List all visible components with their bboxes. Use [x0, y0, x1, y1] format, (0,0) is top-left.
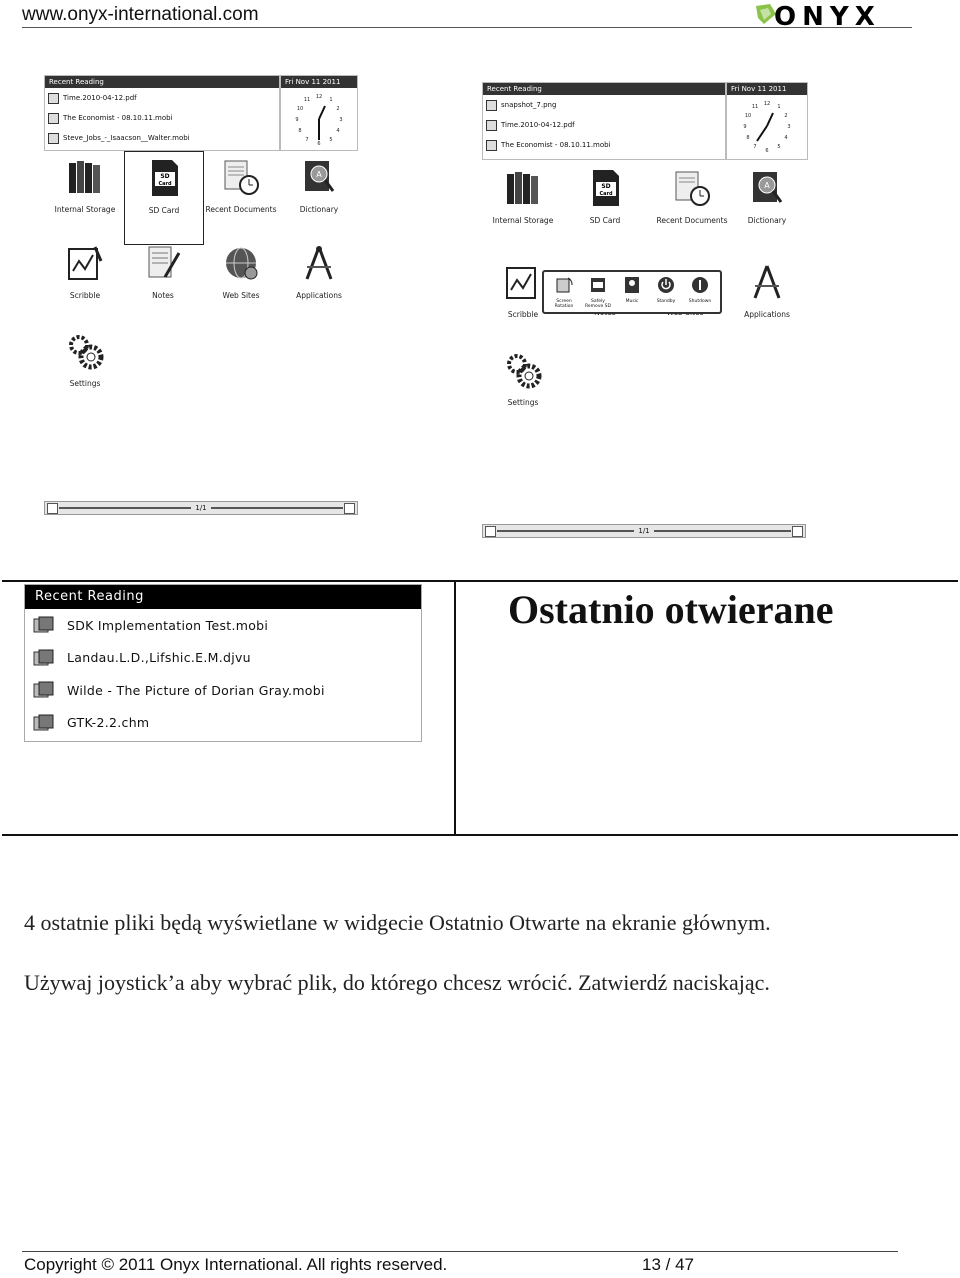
- tile-scribble[interactable]: Scribble: [484, 262, 562, 319]
- tile-dictionary[interactable]: A Dictionary: [728, 168, 806, 225]
- tile-sd-card[interactable]: SD Card SD Card: [566, 168, 644, 225]
- tile-settings[interactable]: Settings: [484, 350, 562, 407]
- tile-settings[interactable]: Settings: [46, 331, 124, 388]
- svg-text:8: 8: [746, 135, 750, 141]
- svg-text:7: 7: [753, 144, 757, 150]
- tile-scribble[interactable]: Scribble: [46, 243, 124, 300]
- svg-text:11: 11: [303, 97, 311, 103]
- svg-text:8: 8: [298, 128, 302, 134]
- list-item[interactable]: Landau.L.D.,Lifshic.E.M.djvu: [25, 642, 421, 675]
- list-item[interactable]: The Economist - 08.10.11.mobi: [483, 135, 725, 155]
- onyx-logo: [756, 2, 912, 28]
- svg-text:2: 2: [336, 106, 340, 112]
- svg-text:3: 3: [787, 124, 791, 130]
- page-right-button[interactable]: [344, 503, 355, 514]
- globe-icon: [221, 243, 261, 283]
- tile-web-sites[interactable]: Web Sites: [202, 243, 280, 300]
- scribble-icon: [65, 243, 105, 283]
- tile-recent-documents[interactable]: Recent Documents: [646, 168, 738, 225]
- svg-text:12: 12: [763, 101, 771, 107]
- applications-icon: [299, 243, 339, 283]
- recent-documents-icon: [672, 168, 712, 208]
- tile-internal-storage[interactable]: Internal Storage: [46, 157, 124, 214]
- paragraph-2: Używaj joystick’a aby wybrać plik, do którego chcesz wrócić. Zatwierdź naciskając.: [24, 970, 770, 995]
- list-item[interactable]: snapshot_7.png: [483, 95, 725, 115]
- list-item[interactable]: Time.2010-04-12.pdf: [483, 115, 725, 135]
- screen-rotation-button[interactable]: Screen Rotation: [549, 275, 579, 309]
- shutdown-icon: [690, 275, 710, 295]
- screenshot-home-right: [482, 82, 808, 540]
- books-icon: [503, 168, 543, 208]
- clock-icon: [727, 95, 807, 159]
- svg-text:ONYX: ONYX: [774, 2, 881, 28]
- svg-text:9: 9: [743, 124, 747, 130]
- clock-icon: [281, 88, 357, 150]
- footer-page-number: 13 / 47: [642, 1255, 694, 1274]
- page-bar[interactable]: [44, 501, 358, 515]
- footer-copyright: Copyright © 2011 Onyx International. All rights reserved.: [24, 1255, 448, 1274]
- panel-title: Recent Reading: [45, 76, 279, 88]
- svg-text:11: 11: [751, 104, 759, 110]
- date-label: Fri Nov 11 2011: [727, 83, 807, 95]
- list-item[interactable]: Time.2010-04-12.pdf: [45, 88, 279, 108]
- notes-icon: [143, 243, 183, 283]
- svg-text:A: A: [764, 181, 770, 190]
- clock-widget: [726, 82, 808, 160]
- svg-text:Card: Card: [158, 181, 172, 187]
- section-bottom-rule: [2, 834, 958, 836]
- dictionary-icon: [299, 157, 339, 197]
- svg-text:10: 10: [744, 113, 752, 119]
- file-icon: [33, 714, 55, 732]
- svg-text:3: 3: [339, 117, 343, 123]
- svg-text:12: 12: [315, 94, 323, 100]
- svg-text:6: 6: [765, 148, 769, 154]
- date-label: Fri Nov 11 2011: [281, 76, 357, 88]
- tile-notes[interactable]: Notes: [124, 243, 202, 300]
- svg-text:1: 1: [777, 104, 781, 110]
- recent-reading-panel: [482, 82, 726, 160]
- clock-widget: [280, 75, 358, 151]
- svg-text:9: 9: [295, 117, 299, 123]
- svg-text:5: 5: [329, 137, 333, 143]
- music-button[interactable]: Music: [617, 275, 647, 309]
- section-column-divider: [454, 580, 456, 836]
- footer-rule: [22, 1251, 898, 1252]
- gears-icon: [65, 331, 105, 371]
- svg-text:Card: Card: [599, 191, 613, 197]
- list-item[interactable]: GTK-2.2.chm: [25, 707, 421, 740]
- file-icon: [33, 649, 55, 667]
- sd-eject-icon: [588, 275, 608, 295]
- svg-text:6: 6: [317, 141, 321, 147]
- recent-documents-icon: [221, 157, 261, 197]
- dictionary-icon: [747, 168, 787, 208]
- paragraph-1: 4 ostatnie pliki będą wyświetlane w widgecie Ostatnio Otwarte na ekranie głównym.: [24, 910, 771, 935]
- tile-dictionary[interactable]: A Dictionary: [280, 157, 358, 214]
- list-item[interactable]: The Economist - 08.10.11.mobi: [45, 108, 279, 128]
- tile-recent-documents[interactable]: Recent Documents: [202, 157, 280, 214]
- list-item[interactable]: SDK Implementation Test.mobi: [25, 609, 421, 642]
- svg-text:4: 4: [336, 128, 340, 134]
- svg-text:5: 5: [777, 144, 781, 150]
- svg-text:7: 7: [305, 137, 309, 143]
- rotation-icon: [554, 275, 574, 295]
- section-title: Ostatnio otwierane: [508, 587, 834, 632]
- power-icon: [656, 275, 676, 295]
- svg-text:1: 1: [329, 97, 333, 103]
- file-icon: [486, 100, 497, 111]
- sd-card-icon: [144, 158, 184, 198]
- svg-text:4: 4: [784, 135, 788, 141]
- page-indicator: 1/1: [191, 504, 210, 512]
- shutdown-button[interactable]: Shutdown: [685, 275, 715, 309]
- books-icon: [65, 157, 105, 197]
- file-icon: [48, 113, 59, 124]
- list-item[interactable]: Steve_Jobs_-_Isaacson__Walter.mobi: [45, 128, 279, 148]
- header-url[interactable]: www.onyx-international.com: [22, 4, 259, 25]
- section-top-rule: [2, 580, 958, 582]
- svg-text:A: A: [316, 170, 322, 179]
- file-icon: [33, 616, 55, 634]
- tile-sd-card[interactable]: SD Card SD Card: [124, 151, 204, 245]
- page-left-button[interactable]: [485, 526, 496, 537]
- screenshot-home-left: [44, 75, 358, 515]
- file-icon: [486, 120, 497, 131]
- tile-applications[interactable]: Applications: [280, 243, 358, 300]
- file-icon: [48, 93, 59, 104]
- svg-text:SD: SD: [160, 173, 170, 180]
- svg-text:10: 10: [296, 106, 304, 112]
- file-icon: [486, 140, 497, 151]
- page-right-button[interactable]: [792, 526, 803, 537]
- page-left-button[interactable]: [47, 503, 58, 514]
- widget-title: Recent Reading: [25, 585, 421, 609]
- file-icon: [33, 681, 55, 699]
- sd-card-icon: [585, 168, 625, 208]
- list-item[interactable]: Wilde - The Picture of Dorian Gray.mobi: [25, 674, 421, 707]
- page-bar[interactable]: [482, 524, 806, 538]
- music-icon: [622, 275, 642, 295]
- file-icon: [48, 133, 59, 144]
- gears-icon: [503, 350, 543, 390]
- tile-internal-storage[interactable]: Internal Storage: [484, 168, 562, 225]
- svg-text:SD: SD: [601, 183, 611, 190]
- applications-icon: [747, 262, 787, 302]
- recent-reading-panel: [44, 75, 280, 151]
- tile-applications[interactable]: Applications: [728, 262, 806, 319]
- svg-text:2: 2: [784, 113, 788, 119]
- power-menu-popup: [542, 270, 722, 314]
- standby-button[interactable]: Standby: [651, 275, 681, 309]
- recent-reading-widget: [24, 584, 422, 742]
- scribble-icon: [503, 262, 543, 302]
- page-indicator: 1/1: [634, 527, 653, 535]
- panel-title: Recent Reading: [483, 83, 725, 95]
- safely-remove-sd-button[interactable]: Safely Remove SD: [583, 275, 613, 309]
